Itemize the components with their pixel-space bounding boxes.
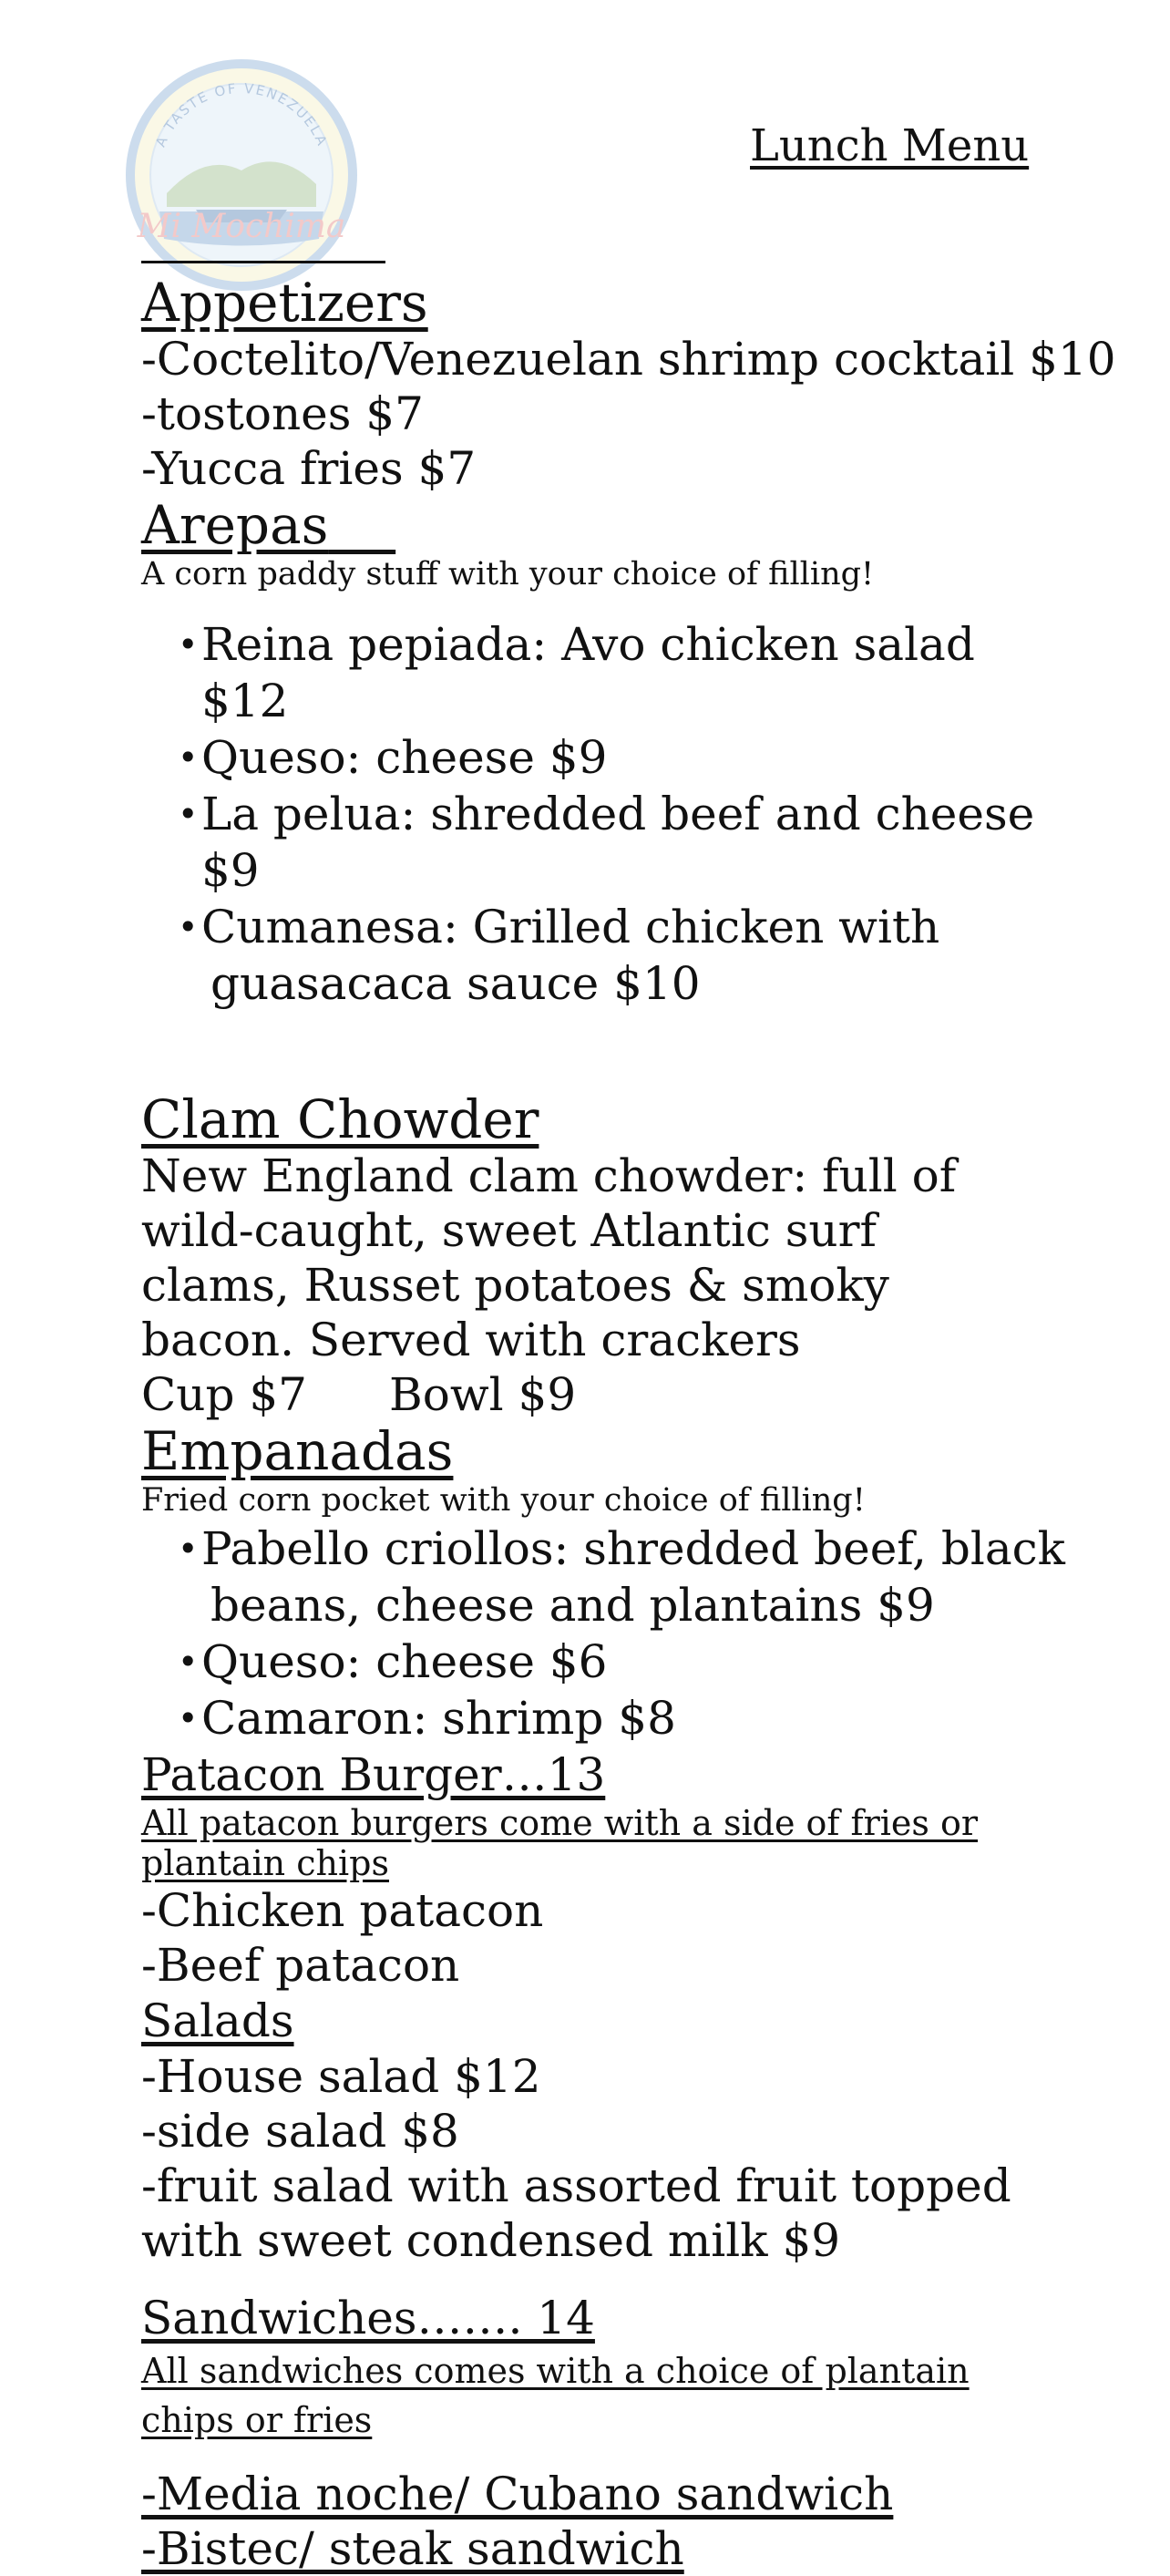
- arepa-item-text: La pelua: shredded beef and cheese: [201, 788, 1035, 840]
- patacon-heading: Patacon Burger…13: [141, 1748, 606, 1801]
- appetizer-item: -Coctelito/Venezuelan shrimp cocktail $10: [141, 333, 1116, 386]
- sandwiches-heading: Sandwiches……. 14: [141, 2292, 595, 2344]
- sandwiches-section: [141, 2290, 1107, 2576]
- logo-ring-text: A TASTE OF VENEZUELA: [151, 79, 332, 149]
- arepas-heading-text: Arepas: [141, 494, 329, 556]
- bowl-price: Bowl $9: [388, 1368, 577, 1421]
- list-item: [178, 1520, 1107, 1633]
- empanadas-heading: Empanadas: [141, 1420, 454, 1482]
- list-item: [178, 786, 1107, 899]
- arepas-note: A corn paddy stuff with your choice of filling!: [141, 556, 875, 592]
- appetizer-item: -tostones $7: [141, 387, 424, 440]
- menu-content: [141, 272, 1116, 2576]
- arepa-item-continuation: guasacaca sauce $10: [210, 957, 701, 1010]
- clam-chowder-prices: [141, 1367, 1107, 1422]
- arepa-item-text: Reina pepiada: Avo chicken salad: [201, 618, 975, 671]
- arepas-section: [141, 496, 1107, 1012]
- empanada-item-text: Pabello criollos: shredded beef, black: [201, 1522, 1065, 1575]
- empanada-item-text: Queso: cheese $6: [201, 1635, 608, 1688]
- empanadas-list: [141, 1520, 1107, 1747]
- cup-price: Cup $7: [141, 1368, 307, 1421]
- empanadas-section: [141, 1422, 1107, 1747]
- patacon-item: -Beef patacon: [141, 1939, 460, 1992]
- empanada-item-text: Camaron: shrimp $8: [201, 1692, 676, 1745]
- header-rule: [141, 261, 385, 263]
- arepa-item-text: Cumanesa: Grilled chicken with: [201, 901, 940, 953]
- empanadas-note: Fried corn pocket with your choice of filling!: [141, 1482, 866, 1519]
- salads-section: [141, 1993, 1107, 2268]
- appetizers-section: [141, 272, 1116, 496]
- sandwich-item: -Bistec/ steak sandwich: [141, 2522, 684, 2575]
- mi-mochima-logo: [123, 57, 360, 294]
- arepa-item-price: $9: [201, 844, 260, 897]
- list-item: [178, 899, 1107, 1012]
- salad-item: -House salad $12: [141, 2050, 541, 2103]
- appetizers-heading: Appetizers: [141, 272, 428, 334]
- menu-title: Lunch Menu: [750, 120, 1030, 171]
- appetizer-item: -Yucca fries $7: [141, 442, 477, 495]
- patacon-item: -Chicken patacon: [141, 1884, 544, 1937]
- list-item: [178, 729, 1107, 786]
- clam-chowder-heading: Clam Chowder: [141, 1088, 539, 1150]
- arepa-item-price: $12: [201, 675, 289, 727]
- sandwiches-note: All sandwiches comes with a choice of plantain chips or fries: [141, 2351, 970, 2440]
- sandwich-item: -Media noche/ Cubano sandwich: [141, 2468, 894, 2520]
- list-item: [178, 616, 1107, 729]
- clam-chowder-section: [141, 1090, 1107, 1422]
- arepas-heading: [141, 496, 1107, 554]
- arepa-item-text: Queso: cheese $9: [201, 731, 608, 784]
- clam-chowder-description: New England clam chowder: full of wild-caught, sweet Atlantic surf clams, Russet potatoes & smoky bacon. Served with crackers: [141, 1149, 957, 1366]
- empanada-item-continuation: beans, cheese and plantains $9: [210, 1579, 935, 1632]
- salads-heading: Salads: [141, 1994, 294, 2047]
- logo-script-text: Mi Mochima: [137, 208, 346, 245]
- patacon-section: [141, 1747, 1107, 1993]
- salad-item: -side salad $8: [141, 2105, 459, 2158]
- arepas-list: [141, 616, 1107, 1012]
- patacon-note: All patacon burgers come with a side of fries or plantain chips: [141, 1803, 979, 1883]
- list-item: [178, 1690, 1107, 1747]
- salad-item: -fruit salad with assorted fruit topped with sweet condensed milk $9: [141, 2159, 1011, 2267]
- list-item: [178, 1633, 1107, 1690]
